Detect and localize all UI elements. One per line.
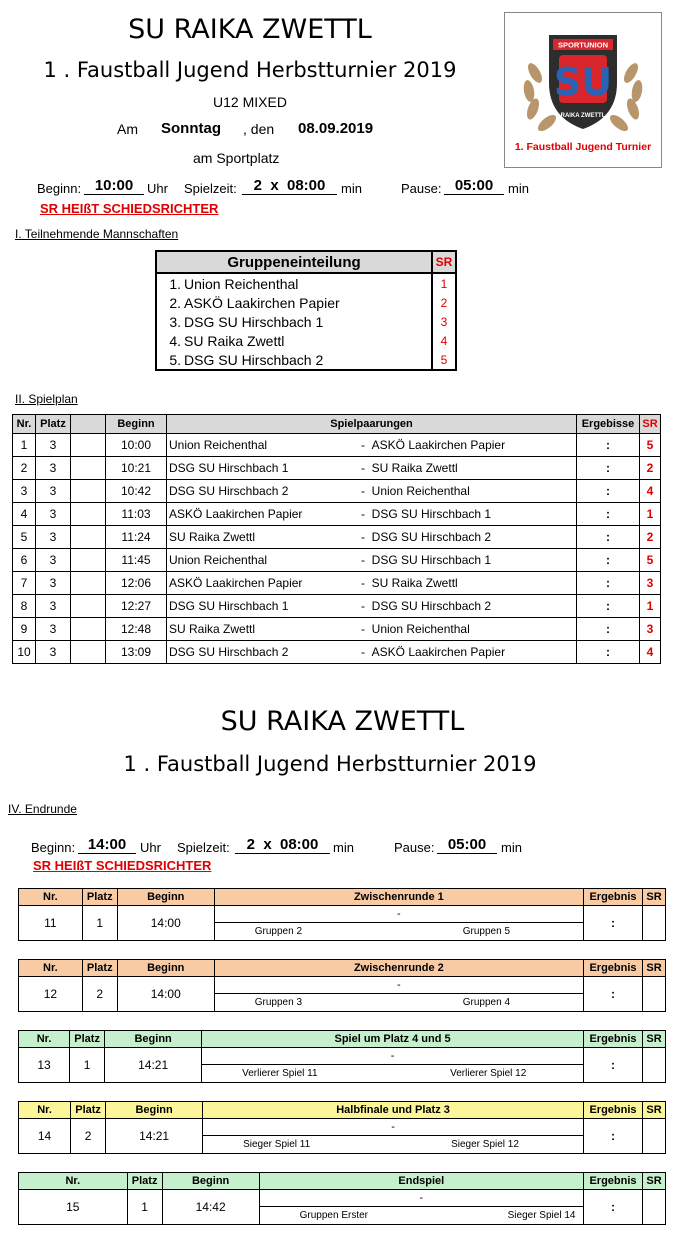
tournament-title: 1 . Faustball Jugend Herbstturnier 2019 (43, 58, 457, 82)
plan-row (13, 572, 661, 595)
plan-result[interactable]: : (577, 434, 640, 457)
pause-value-2: 05:00 (437, 836, 497, 854)
plan-row (13, 549, 661, 572)
final-h-sr: SR (643, 889, 666, 906)
final-team-b: Gruppen 5 (462, 926, 511, 937)
section-teams: I. Teilnehmende Mannschaften (15, 227, 179, 241)
final-h-sr: SR (643, 960, 666, 977)
plan-row (13, 434, 661, 457)
final-h-nr: Nr. (19, 1173, 128, 1190)
plan-time: 10:42 (106, 480, 167, 503)
final-sr[interactable] (643, 906, 666, 941)
plan-table (12, 414, 661, 664)
final-dash: - (260, 1190, 583, 1207)
category-label: U12 MIXED (213, 94, 287, 110)
final-h-ergebnis: Ergebnis (584, 1173, 643, 1190)
final-match-block (18, 1030, 666, 1083)
final-h-platz: Platz (71, 1102, 106, 1119)
logo-caption: 1. Faustball Jugend Turnier (514, 141, 652, 153)
plan-pairing (167, 549, 577, 572)
plan-time: 12:06 (106, 572, 167, 595)
plan-team-b: DSG SU Hirschbach 1 (371, 507, 492, 521)
logo-initials: SU (553, 60, 613, 104)
plan-time: 10:00 (106, 434, 167, 457)
plan-pairing (167, 618, 577, 641)
begin-label: Beginn: (37, 181, 82, 196)
plan-pairing (167, 457, 577, 480)
plan-blank (71, 457, 106, 480)
group-sr: 4 (432, 331, 456, 350)
plan-row (13, 526, 661, 549)
plan-time: 12:27 (106, 595, 167, 618)
plan-nr: 7 (13, 572, 36, 595)
logo-top-text: SPORTUNION (557, 40, 609, 50)
plan-blank (71, 503, 106, 526)
final-sr[interactable] (643, 1190, 666, 1225)
plan-pairing (167, 434, 577, 457)
pause-label: Pause: (401, 181, 442, 196)
plan-team-a: DSG SU Hirschbach 2 (169, 484, 289, 498)
final-match-block (18, 959, 666, 1012)
plan-blank (71, 549, 106, 572)
plan-dash: - (361, 553, 372, 567)
date-am: Am (117, 121, 138, 137)
final-pairing (259, 1190, 583, 1225)
plan-dash: - (361, 530, 372, 544)
plan-result[interactable]: : (577, 526, 640, 549)
final-platz: 1 (70, 1048, 105, 1083)
plan-platz: 3 (36, 549, 71, 572)
plan-platz: 3 (36, 457, 71, 480)
final-h-title: Zwischenrunde 2 (214, 960, 583, 977)
plan-row (13, 503, 661, 526)
plan-blank (71, 480, 106, 503)
final-h-platz: Platz (70, 1031, 105, 1048)
plan-team-b: DSG SU Hirschbach 2 (371, 530, 492, 544)
begin-time-2: 14:00 (78, 836, 136, 854)
final-pairing (202, 1048, 584, 1083)
final-h-ergebnis: Ergebnis (584, 1031, 643, 1048)
plan-team-b: ASKÖ Laakirchen Papier (371, 438, 506, 452)
plan-platz: 3 (36, 503, 71, 526)
plan-result[interactable]: : (577, 572, 640, 595)
plan-result[interactable]: : (577, 549, 640, 572)
final-result[interactable]: : (584, 977, 643, 1012)
final-h-title: Halbfinale und Platz 3 (203, 1102, 584, 1119)
plan-result[interactable]: : (577, 595, 640, 618)
plan-row (13, 595, 661, 618)
plan-dash: - (361, 507, 372, 521)
final-h-platz: Platz (82, 889, 117, 906)
group-sr: 5 (432, 350, 456, 370)
final-h-title: Spiel um Platz 4 und 5 (202, 1031, 584, 1048)
final-h-beginn: Beginn (162, 1173, 259, 1190)
plan-time: 11:45 (106, 549, 167, 572)
final-h-platz: Platz (127, 1173, 162, 1190)
group-table (155, 250, 457, 371)
plan-sr: 2 (640, 526, 661, 549)
final-sr[interactable] (643, 1048, 666, 1083)
group-sr: 3 (432, 312, 456, 331)
plan-nr: 6 (13, 549, 36, 572)
plan-result[interactable]: : (577, 480, 640, 503)
plan-h-blank (71, 415, 106, 434)
final-nr: 15 (19, 1190, 128, 1225)
final-match-block (18, 1172, 666, 1225)
plan-result[interactable]: : (577, 503, 640, 526)
plan-sr: 3 (640, 618, 661, 641)
plan-time: 13:09 (106, 641, 167, 664)
final-sr[interactable] (643, 1119, 666, 1154)
plan-team-b: SU Raika Zwettl (371, 576, 458, 590)
group-sr: 1 (432, 273, 456, 293)
plan-time: 11:03 (106, 503, 167, 526)
final-h-sr: SR (643, 1102, 666, 1119)
group-team: Union Reichenthal (184, 275, 299, 292)
final-result[interactable]: : (584, 906, 643, 941)
final-match-block (18, 1101, 666, 1154)
final-h-beginn: Beginn (117, 960, 214, 977)
plan-platz: 3 (36, 480, 71, 503)
spielzeit-min: min (341, 181, 362, 196)
final-team-a: Gruppen 3 (254, 997, 303, 1008)
final-h-title: Zwischenrunde 1 (214, 889, 583, 906)
plan-blank (71, 526, 106, 549)
club-logo (504, 12, 662, 168)
final-platz: 2 (82, 977, 117, 1012)
plan-sr: 1 (640, 595, 661, 618)
plan-nr: 4 (13, 503, 36, 526)
venue-label: am Sportplatz (193, 150, 280, 166)
plan-blank (71, 641, 106, 664)
plan-platz: 3 (36, 434, 71, 457)
plan-sr: 4 (640, 641, 661, 664)
final-nr: 14 (19, 1119, 71, 1154)
plan-time: 12:48 (106, 618, 167, 641)
plan-row (13, 480, 661, 503)
final-h-nr: Nr. (19, 889, 83, 906)
plan-team-a: SU Raika Zwettl (169, 622, 256, 636)
plan-sr: 5 (640, 549, 661, 572)
final-result[interactable]: : (584, 1048, 643, 1083)
pause-min: min (508, 181, 529, 196)
group-num: 3. (169, 313, 181, 330)
final-result[interactable]: : (584, 1119, 643, 1154)
final-h-ergebnis: Ergebnis (584, 1102, 643, 1119)
final-result[interactable]: : (584, 1190, 643, 1225)
laurel-shield-emblem (505, 13, 661, 141)
group-team: DSG SU Hirschbach 2 (184, 351, 324, 368)
final-h-sr: SR (643, 1031, 666, 1048)
final-h-beginn: Beginn (117, 889, 214, 906)
plan-platz: 3 (36, 641, 71, 664)
group-num: 5. (169, 351, 181, 368)
begin-uhr-2: Uhr (140, 840, 161, 855)
plan-nr: 2 (13, 457, 36, 480)
final-nr: 11 (19, 906, 83, 941)
plan-pairing (167, 595, 577, 618)
plan-pairing (167, 641, 577, 664)
plan-row (13, 618, 661, 641)
final-nr: 13 (19, 1048, 70, 1083)
group-row (156, 273, 456, 293)
group-num: 1. (169, 275, 181, 292)
plan-row (13, 641, 661, 664)
plan-team-a: DSG SU Hirschbach 2 (169, 645, 289, 659)
plan-pairing (167, 503, 577, 526)
final-team-a: Gruppen 2 (254, 926, 303, 937)
plan-team-b: Union Reichenthal (371, 484, 470, 498)
date-day: Sonntag (161, 120, 221, 137)
group-num: 2. (169, 294, 181, 311)
begin-uhr: Uhr (147, 181, 168, 196)
group-sr-header: SR (432, 251, 456, 273)
begin-time: 10:00 (84, 177, 144, 195)
group-row (156, 293, 456, 312)
plan-team-a: Union Reichenthal (169, 553, 268, 567)
plan-platz: 3 (36, 572, 71, 595)
plan-team-a: ASKÖ Laakirchen Papier (169, 507, 303, 521)
final-h-beginn: Beginn (106, 1102, 203, 1119)
plan-platz: 3 (36, 618, 71, 641)
plan-dash: - (361, 438, 372, 452)
plan-nr: 10 (13, 641, 36, 664)
group-team: ASKÖ Laakirchen Papier (184, 294, 340, 311)
final-h-title: Endspiel (259, 1173, 583, 1190)
plan-h-pairings: Spielpaarungen (167, 415, 577, 434)
begin-label-2: Beginn: (31, 840, 76, 855)
plan-nr: 8 (13, 595, 36, 618)
sr-note-2: SR HEIßT SCHIEDSRICHTER (33, 858, 212, 873)
spielzeit-label: Spielzeit: (184, 181, 237, 196)
final-team-b: Sieger Spiel 12 (451, 1139, 519, 1150)
plan-nr: 9 (13, 618, 36, 641)
spielzeit-value-2: 2 x 08:00 (235, 836, 330, 854)
group-num: 4. (169, 332, 181, 349)
plan-pairing (167, 572, 577, 595)
final-platz: 1 (82, 906, 117, 941)
plan-dash: - (361, 599, 372, 613)
plan-dash: - (361, 461, 372, 475)
plan-nr: 5 (13, 526, 36, 549)
final-h-sr: SR (643, 1173, 666, 1190)
final-platz: 2 (71, 1119, 106, 1154)
final-team-a: Gruppen Erster (299, 1210, 368, 1221)
plan-team-b: DSG SU Hirschbach 1 (371, 553, 492, 567)
date-den: , den (243, 121, 275, 137)
plan-sr: 2 (640, 457, 661, 480)
plan-sr: 4 (640, 480, 661, 503)
plan-team-b: SU Raika Zwettl (371, 461, 458, 475)
final-h-nr: Nr. (19, 1031, 70, 1048)
final-dash: - (215, 906, 583, 923)
final-pairing (214, 906, 583, 941)
final-team-a: Sieger Spiel 11 (243, 1139, 311, 1150)
plan-h-beginn: Beginn (106, 415, 167, 434)
plan-dash: - (361, 576, 372, 590)
plan-row (13, 457, 661, 480)
plan-dash: - (361, 484, 372, 498)
spielzeit-min-2: min (333, 840, 354, 855)
plan-blank (71, 595, 106, 618)
final-h-nr: Nr. (19, 960, 83, 977)
plan-dash: - (361, 622, 372, 636)
plan-result[interactable]: : (577, 457, 640, 480)
final-time: 14:00 (117, 906, 214, 941)
plan-blank (71, 572, 106, 595)
final-nr: 12 (19, 977, 83, 1012)
plan-team-b: ASKÖ Laakirchen Papier (371, 645, 506, 659)
plan-team-b: Union Reichenthal (371, 622, 470, 636)
tournament-title-2: 1 . Faustball Jugend Herbstturnier 2019 (123, 752, 537, 776)
plan-pairing (167, 480, 577, 503)
pause-value: 05:00 (444, 177, 504, 195)
plan-sr: 5 (640, 434, 661, 457)
club-title-2: SU RAIKA ZWETTL (220, 706, 465, 737)
spielzeit-value: 2 x 08:00 (242, 177, 337, 195)
final-team-b: Sieger Spiel 14 (507, 1210, 576, 1221)
plan-team-a: DSG SU Hirschbach 1 (169, 461, 289, 475)
final-time: 14:21 (106, 1119, 203, 1154)
plan-blank (71, 618, 106, 641)
plan-blank (71, 434, 106, 457)
group-row (156, 350, 456, 370)
final-match-block (18, 888, 666, 941)
group-row (156, 331, 456, 350)
final-team-a: Verlierer Spiel 11 (242, 1068, 318, 1079)
final-dash: - (203, 1119, 583, 1136)
final-h-ergebnis: Ergebnis (584, 889, 643, 906)
final-platz: 1 (127, 1190, 162, 1225)
plan-pairing (167, 526, 577, 549)
plan-h-results: Ergebisse (577, 415, 640, 434)
date-value: 08.09.2019 (298, 120, 374, 137)
pause-min-2: min (501, 840, 522, 855)
group-header: Gruppeneinteilung (156, 251, 432, 273)
section-endrunde: IV. Endrunde (8, 802, 77, 816)
section-spielplan: II. Spielplan (15, 392, 78, 406)
group-sr: 2 (432, 293, 456, 312)
plan-platz: 3 (36, 595, 71, 618)
plan-team-b: DSG SU Hirschbach 2 (371, 599, 492, 613)
plan-h-sr: SR (640, 415, 661, 434)
plan-time: 10:21 (106, 457, 167, 480)
final-time: 14:00 (117, 977, 214, 1012)
plan-nr: 1 (13, 434, 36, 457)
final-team-b: Verlierer Spiel 12 (450, 1068, 527, 1079)
final-pairing (214, 977, 583, 1012)
final-time: 14:42 (162, 1190, 259, 1225)
final-pairing (203, 1119, 584, 1154)
plan-dash: - (361, 645, 372, 659)
final-h-ergebnis: Ergebnis (584, 960, 643, 977)
plan-result[interactable]: : (577, 641, 640, 664)
group-row (156, 312, 456, 331)
plan-team-a: Union Reichenthal (169, 438, 268, 452)
final-dash: - (215, 977, 583, 994)
plan-sr: 3 (640, 572, 661, 595)
plan-team-a: SU Raika Zwettl (169, 530, 256, 544)
final-time: 14:21 (105, 1048, 202, 1083)
plan-team-a: ASKÖ Laakirchen Papier (169, 576, 303, 590)
plan-result[interactable]: : (577, 618, 640, 641)
final-dash: - (202, 1048, 583, 1065)
plan-sr: 1 (640, 503, 661, 526)
plan-nr: 3 (13, 480, 36, 503)
spielzeit-label-2: Spielzeit: (177, 840, 230, 855)
plan-time: 11:24 (106, 526, 167, 549)
final-team-b: Gruppen 4 (462, 997, 511, 1008)
group-team: DSG SU Hirschbach 1 (184, 313, 324, 330)
sr-note: SR HEIßT SCHIEDSRICHTER (40, 201, 219, 216)
plan-h-platz: Platz (36, 415, 71, 434)
logo-ring-text: RAIKA ZWETTL (560, 113, 606, 119)
plan-platz: 3 (36, 526, 71, 549)
pause-label-2: Pause: (394, 840, 435, 855)
group-team: SU Raika Zwettl (184, 332, 285, 349)
final-h-nr: Nr. (19, 1102, 71, 1119)
final-sr[interactable] (643, 977, 666, 1012)
final-h-platz: Platz (82, 960, 117, 977)
club-title: SU RAIKA ZWETTL (128, 14, 372, 45)
plan-h-nr: Nr. (13, 415, 36, 434)
final-h-beginn: Beginn (105, 1031, 202, 1048)
plan-team-a: DSG SU Hirschbach 1 (169, 599, 289, 613)
